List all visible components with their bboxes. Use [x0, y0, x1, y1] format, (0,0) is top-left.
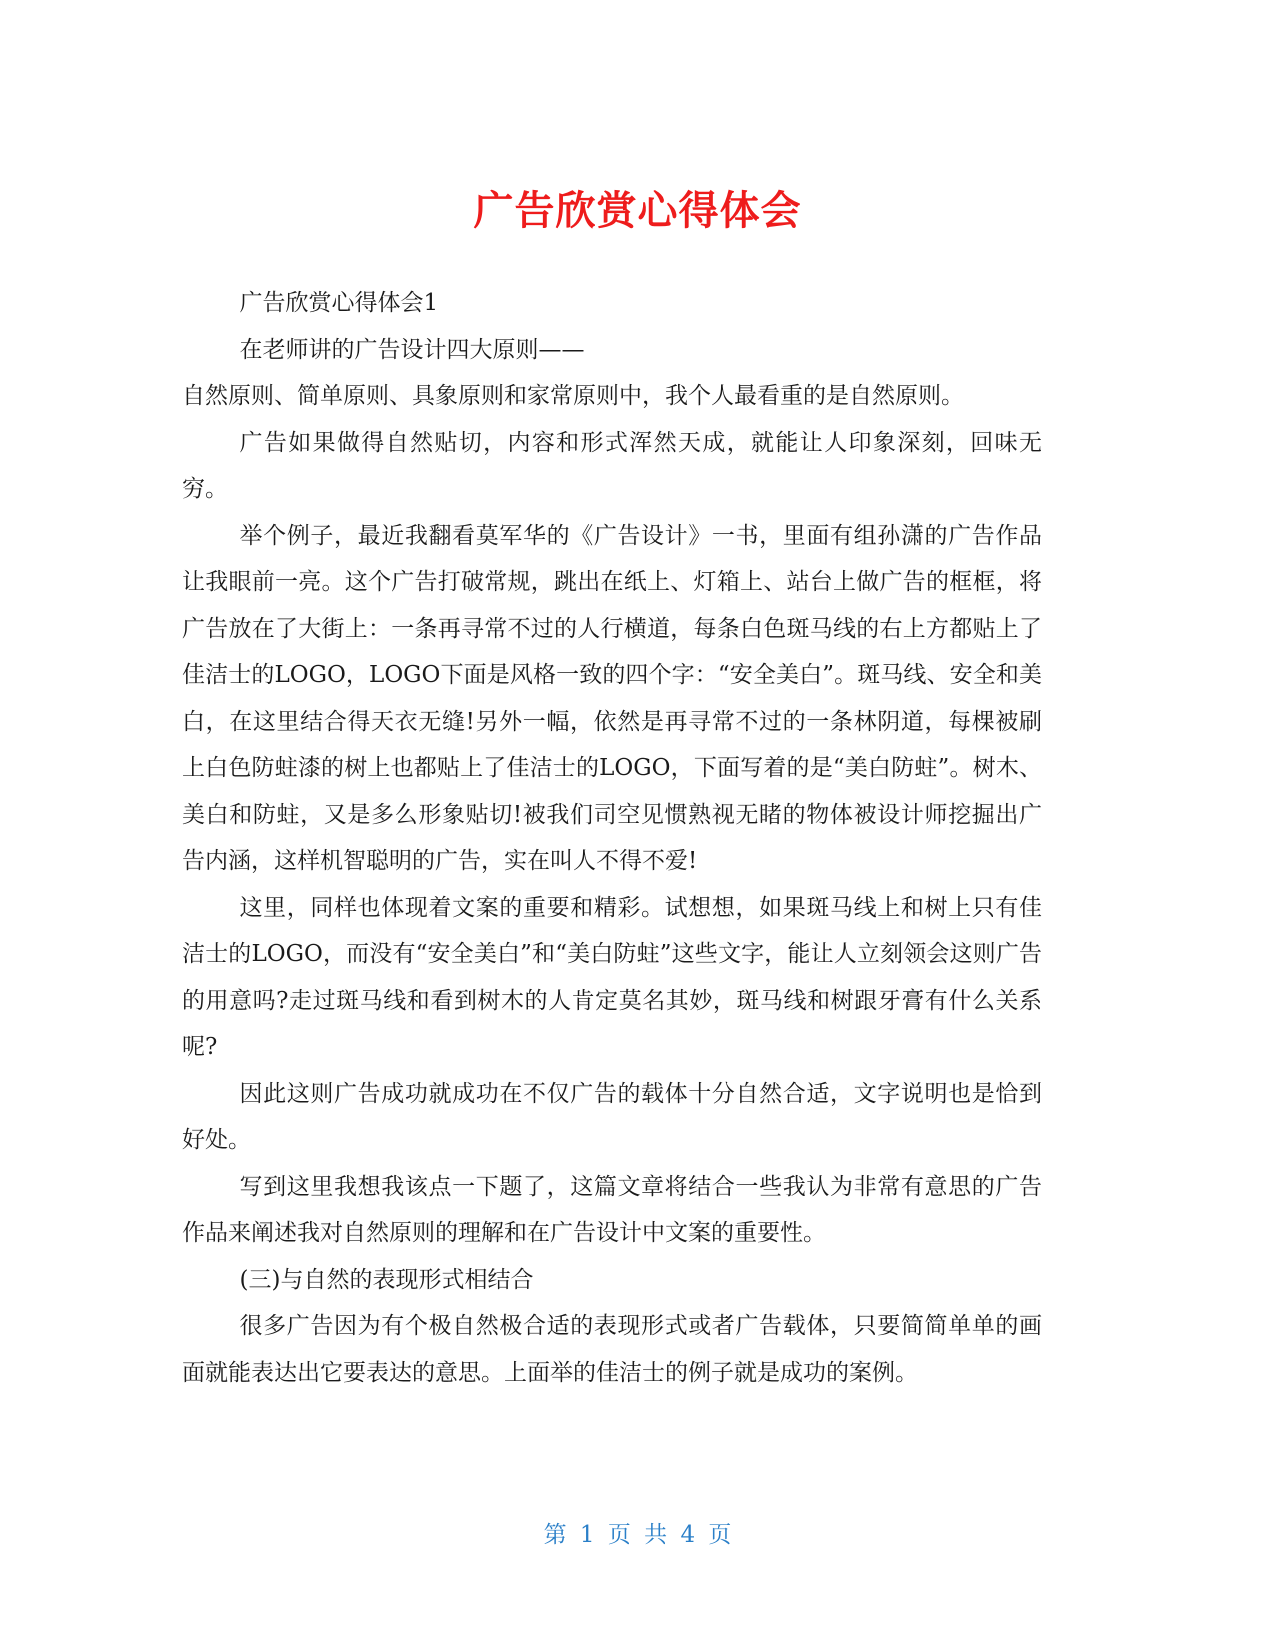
paragraph: 广告欣赏心得体会1	[239, 290, 439, 316]
section-heading: (三)与自然的表现形式相结合	[239, 1266, 534, 1293]
page-title: 广告欣赏心得体会	[473, 187, 802, 234]
paragraph: 因此这则广告成功就成功在不仅广告的载体十分自然合适，文字说明也是恰到好处。	[182, 1080, 1042, 1153]
paragraph: 广告如果做得自然贴切，内容和形式浑然天成，就能让人印象深刻，回味无穷。	[182, 429, 1042, 502]
page-number-footer: 第 1 页 共 4 页	[543, 1522, 732, 1548]
paragraph: 自然原则、简单原则、具象原则和家常原则中，我个人最看重的是自然原则。	[182, 383, 964, 409]
document-body	[182, 280, 1042, 1396]
paragraph: 在老师讲的广告设计四大原则——	[239, 336, 585, 363]
paragraph: 写到这里我想我该点一下题了，这篇文章将结合一些我认为非常有意思的广告作品来阐述我对自然原则的理解和在广告设计中文案的重要性。	[182, 1173, 1042, 1246]
paragraph: 很多广告因为有个极自然极合适的表现形式或者广告载体，只要简简单单的画面就能表达出它要表达的意思。上面举的佳洁士的例子就是成功的案例。	[182, 1313, 1042, 1386]
paragraph: 这里，同样也体现着文案的重要和精彩。试想想，如果斑马线上和树上只有佳洁士的LOGO，而没有“安全美白”和“美白防蛀”这些文字，能让人立刻领会这则广告的用意吗?走过斑马线和看到树木的人肯定莫名其妙，斑马线和树跟牙膏有什么关系呢?	[182, 894, 1042, 1060]
paragraph: 举个例子，最近我翻看莫军华的《广告设计》一书，里面有组孙潇的广告作品让我眼前一亮。这个广告打破常规，跳出在纸上、灯箱上、站台上做广告的框框，将广告放在了大街上：一条再寻常不过的人行横道，每条白色斑马线的右上方都贴上了佳洁士的LOGO，LOGO下面是风格一致的四个字：“安全美白”。斑马线、安全和美白，在这里结合得天衣无缝!另外一幅，依然是再寻常不过的一条林阴道，每棵被刷上白色防蛀漆的树上也都贴上了佳洁士的LOGO，下面写着的是“美白防蛀”。树木、美白和防蛀，又是多么形象贴切!被我们司空见惯熟视无睹的物体被设计师挖掘出广告内涵，这样机智聪明的广告，实在叫人不得不爱!	[182, 522, 1042, 874]
